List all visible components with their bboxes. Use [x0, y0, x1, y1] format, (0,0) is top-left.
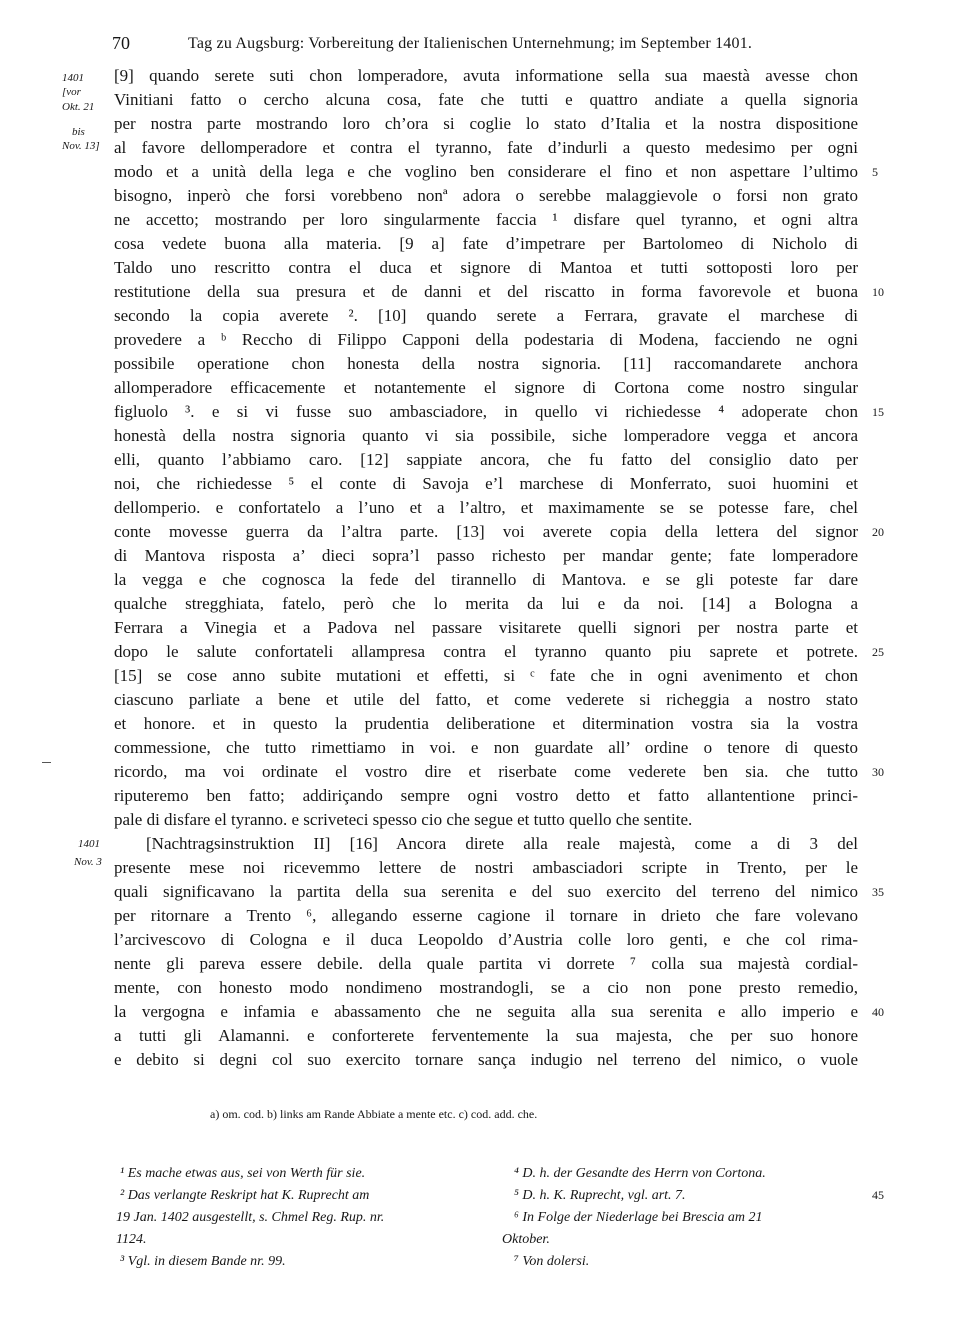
text-line: qualche stregghiata, fatelo, però che lo merita da lui e da noi. [14] a Bologna a: [114, 594, 858, 613]
text-line: ricordo, ma voi ordinate el vostro dire et riserbate come vederete ben sia. che tutto: [114, 762, 858, 781]
text-line: la vegga e che cognosca la fede del tirannello di Mantova. e se gli poteste far dare: [114, 570, 858, 589]
footnote-6: ⁶ In Folge der Niederlage bei Brescia am 21: [514, 1210, 763, 1225]
critical-apparatus: a) om. cod. b) links am Rande Abbiate a mente etc. c) cod. add. che.: [210, 1107, 538, 1121]
text-line: secondo la copia averete ². [10] quando serete a Ferrara, gravate el marchese di: [114, 306, 858, 325]
text-line: a tutti gli Alamanni. e conforterete ferventemente la sua majesta, che per suo honore: [114, 1026, 858, 1045]
running-title: Tag zu Augsburg: Vorbereitung der Italienischen Unternehmung; im September 1401.: [188, 35, 753, 52]
text-line: ciascuno parliate a bene et utile del fatto, et come vederete si richeggia a nostro stato: [114, 690, 858, 709]
text-line: possibile operatione chon honesta della nostra signoria. [11] raccomandarete anchora: [114, 354, 858, 373]
footnote-2-cont: 19 Jan. 1402 ausgestellt, s. Chmel Reg. Rup. nr.: [116, 1210, 385, 1225]
text-line-section-start: [Nachtragsinstruktion II] [16] Ancora direte alla reale majestà, come a di 3 del: [146, 834, 858, 853]
line-number: 25: [872, 645, 884, 659]
margin-note-vor: [vor: [62, 86, 81, 98]
text-line: per ritornare a Trento ⁶, allegando esserne cagione il tornare in drieto che fare volevano: [114, 906, 858, 925]
text-line: la vergogna e infamia e abassamento che ne seguita alla sua serenita e allo imperio e: [114, 1002, 858, 1021]
text-line: Ferrara a Vinegia et a Padova nel passare visitarete quelli signori per nostra parte et: [114, 618, 858, 637]
text-line: [9] quando serete suti chon lomperadore, avuta informatione sella sua maestà avesse chon: [114, 66, 858, 85]
text-line: [15] se cose anno subite mutationi et effetti, si ᶜ fate che in ogni avenimento et chon: [114, 666, 858, 685]
text-line: mente, con honesto modo nondimeno mostrandogli, se a cio non pone presto remedio,: [114, 978, 858, 997]
margin-note-date-start: Okt. 21: [62, 101, 95, 113]
text-line: pale di disfare el tyranno. e scriveteci spesso cio che segue et tutto quello che sentite.: [114, 810, 693, 829]
text-line: bisogno, inperò che forsi vorebbeno nonª adora o serebbe malaggievole o forsi non grato: [114, 186, 858, 205]
text-line: elli, quanto l’abbiamo caro. [12] sappiate ancora, che fu fatto del consiglio dato per: [114, 450, 858, 469]
text-line: dellomperio. e confortatelo a l’uno et a l’altro, et maximamente se se potesse fare, chel: [114, 498, 858, 517]
text-line: l’arcivescovo di Cologna e il duca Leopoldo d’Austria colle loro genti, e che col rima-: [114, 930, 858, 949]
line-number: 30: [872, 765, 884, 779]
text-line: cosa vedete buona alla materia. [9 a] fate d’impetrare per Bartolomeo di Nicholo di: [114, 234, 858, 253]
margin-dash: [42, 762, 51, 763]
text-line: presente mese noi ricevemmo lettere de nostri ambasciadori scripte in Trento, per le: [114, 858, 858, 877]
text-line: commessione, che tutto rimettiamo in voi. e non guardate all’ ordine o tenore di questo: [114, 738, 858, 757]
text-line: per nostra parte mostrando loro ch’ora si coglie lo stato d’Italia et la nostra dispositione: [114, 114, 858, 133]
text-line: noi, che richiedesse ⁵ el conte di Savoja e’l marchese di Monferrato, suoi huomini et: [114, 474, 858, 493]
text-line: figluolo ³. e si vi fusse suo ambasciadore, in quello vi richiedesse ⁴ adoperate chon: [114, 402, 858, 421]
footnote-3: ³ Vgl. in diesem Bande nr. 99.: [120, 1254, 286, 1269]
footnote-6-cont: Oktober.: [502, 1232, 550, 1247]
text-line: et honore. et in questo la prudentia deliberatione et ditermination vostra sia la vostra: [114, 714, 858, 733]
line-number: 5: [872, 165, 878, 179]
margin-note-year: 1401: [62, 72, 84, 84]
footnote-7: ⁷ Von dolersi.: [514, 1254, 590, 1269]
line-number: 35: [872, 885, 884, 899]
text-line: riputeremo ben fatto; addiriçando sempre ogni vostro detto et fatto allantentione princi-: [114, 786, 858, 805]
text-line: honestà della nostra signoria quanto vi sia possibile, siche lomperadore vegga et ancora: [114, 426, 858, 445]
text-line: restitutione della sua presura et de danni et del riscatto in forma favorevole et buona: [114, 282, 858, 301]
line-number: 40: [872, 1005, 884, 1019]
footnote-5: ⁵ D. h. K. Ruprecht, vgl. art. 7.: [514, 1188, 686, 1203]
line-number: 10: [872, 285, 884, 299]
text-line: modo et a unità della lega e che voglino ben considerare el fino et non aspettare l’ultimo: [114, 162, 858, 181]
page-header: [108, 33, 868, 57]
text-line: provedere a ᵇ Reccho di Filippo Capponi della podestaria di Modena, facciendo ne ogni: [114, 330, 858, 349]
line-number: 20: [872, 525, 884, 539]
text-line: Taldo uno rescritto contra el duca et signore di Mantoa et tutti sottoposti loro per: [114, 258, 858, 277]
text-line: nente gli pareva essere debile. della quale partita vi dorrete ⁷ colla sua majestà cordial-: [114, 954, 858, 973]
footnote-2-cont: 1124.: [116, 1232, 147, 1247]
page-number: 70: [112, 33, 130, 53]
text-line: allomperadore efficacemente et notantemente el signore di Cortona come nostro singular: [114, 378, 858, 397]
text-line: conte movesse guerra da l’altra parte. [13] voi averete copia della lettera del signor: [114, 522, 858, 541]
footnote-1: ¹ Es mache etwas aus, sei von Werth für sie.: [120, 1166, 366, 1181]
margin-note-year-2: 1401: [78, 838, 100, 850]
text-line: Vinitiani fatto o cercho alcuna cosa, fate che tutti e quattro andiate a quella signoria: [114, 90, 858, 109]
text-line: quali significavano la partita della sua serenita e del suo exercito del terreno del nimico: [114, 882, 858, 901]
footnote-2: ² Das verlangte Reskript hat K. Ruprecht am: [120, 1188, 370, 1203]
text-line: di Mantova risposta a’ dieci sopra’l passo richesto per mandar gente; fate lomperadore: [114, 546, 858, 565]
text-line: e debito si degni col suo exercito tornare sança indugio nel terreno del nimico, o vuole: [114, 1050, 858, 1069]
text-line: dopo le salute confortateli allampresa contra el tyranno quanto piu saprete et potrete.: [114, 642, 858, 661]
margin-note-date-end: Nov. 13]: [62, 140, 100, 152]
text-line: ne accetto; mostrando per loro singularmente faccia ¹ disfare quel tyranno, et ogni altra: [114, 210, 858, 229]
line-number: 15: [872, 405, 884, 419]
footnote-4: ⁴ D. h. der Gesandte des Herrn von Cortona.: [514, 1166, 766, 1181]
text-line: al favore dellomperadore et contra el tyranno, fate d’indurli a questo medesimo per ogni: [114, 138, 858, 157]
margin-note-bis: bis: [72, 126, 85, 138]
margin-note-date-2: Nov. 3: [74, 856, 102, 868]
line-number: 45: [872, 1188, 884, 1202]
